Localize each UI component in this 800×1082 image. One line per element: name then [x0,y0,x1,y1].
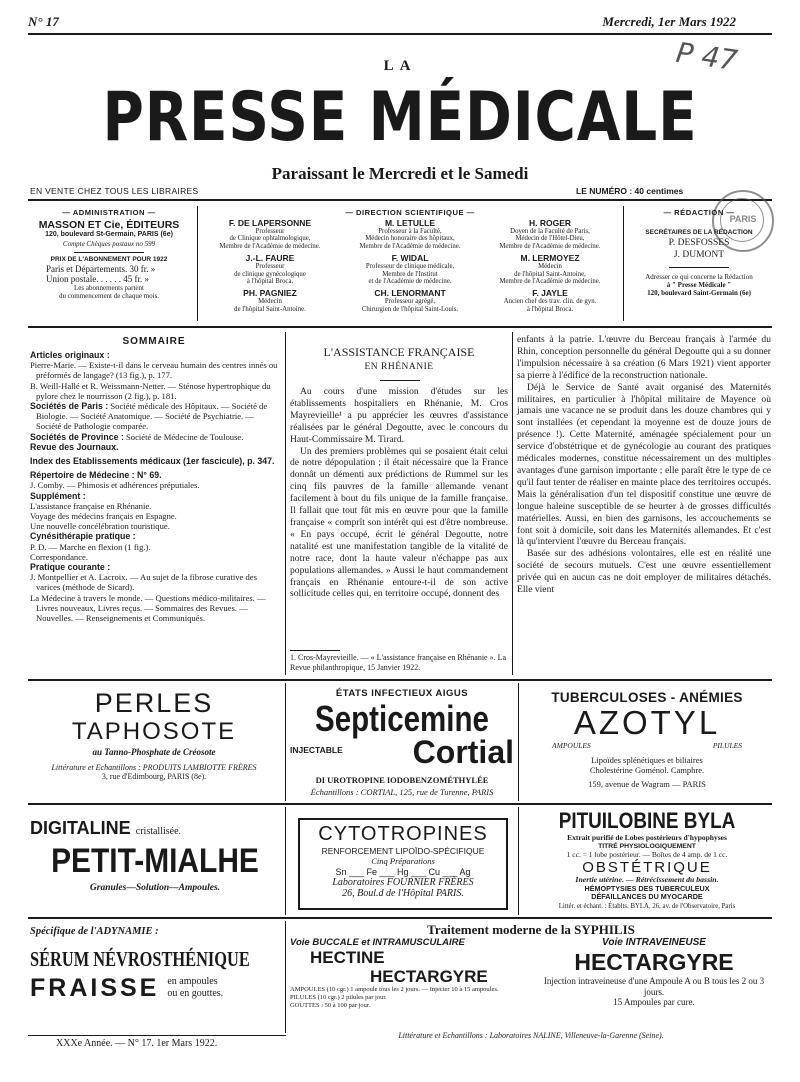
ad-septicemine-line5: DI UROTROPINE IODOBENZOMÉTHYLÉE [315,775,489,785]
director-entry [200,253,340,285]
article-subtitle: EN RHÉNANIE [364,362,434,372]
ad-hectine-line9: HECTARGYRE [574,949,734,975]
ad-perles-line3: au Tanno-Phosphate de Créosote [92,747,216,757]
redaction-note-3: 120, boulevard Saint-Germain (6e) [647,288,751,297]
sommaire-entry: Supplément : [30,490,86,501]
article-paragraph: enfants à la patrie. L'œuvre du Berceau français à l'armée du Rhin, conception personnelle du général Degoutte qui a su donner l'impulsion nécessaire à sa création (6 Mars 1921) vient apporter sa pierre à l'édifice de la reconstruction nationale. [517,334,771,381]
sommaire-entry: J. Montpellier et A. Lacroix. — Au sujet de la fibrose curative des varices (méthode de Sicard). [30,572,257,593]
issue-date: Mercredi, 1er Mars 1922 [602,14,736,29]
redaction-role: SECRÉTAIRES DE LA RÉDACTION [645,229,753,236]
sommaire-entry: Une nouvelle concélébration touristique. [30,521,170,532]
ad-digitaline-line1: DIGITALINE [30,818,131,838]
ad-digitaline-line1b: cristallisée. [135,826,182,837]
sommaire-entry: Voyage des médecins français en Espagne. [30,511,177,522]
journal-subtitle: Paraissant le Mercredi et le Samedi [271,164,529,183]
director-entry [340,288,480,313]
ad-hectine-line3: HECTINE [310,948,385,967]
administration-block [28,208,190,300]
ad-hectine-line1: Traitement moderne de la SYPHILIS [427,922,635,937]
ad-digitaline-line3: Granules—Solution—Ampoules. [89,883,221,893]
sommaire-entry [30,432,280,442]
ad-pituilobine [522,808,772,911]
ad-cytotropines-line6: 26, Boul.d de l'Hôpital PARIS. [342,888,464,899]
sommaire-entry: J. Comby. — Phimosis et adhérences préputiales. [30,480,200,491]
sommaire-entry: Cynésithérapie pratique : [30,531,136,542]
ad-pituilobine-line1: PITUILOBINE BYLA [558,808,736,833]
redaction-note-2: à " Presse Médicale " [666,280,732,289]
director-description: Professeur de Clinique ophtalmologique, Membre de l'Académie de médecine. [219,228,321,250]
handwritten-note: P 47 [674,35,740,78]
ad-azotyl-line2: AZOTYL [573,704,721,741]
ad-hectine-line6: PILULES (10 cgr.) 2 pilules par jour. [290,994,387,1001]
ad-fraisse [30,926,280,1003]
director-name: F. JAYLE [532,288,568,299]
director-name: M. LERMOYEZ [520,253,580,264]
redaction-block [626,208,772,297]
article-paragraph: Un des premiers problèmes qui se posaient était celui de notre dépopulation ; il était nécessaire que la France donnât un démenti aux prédictions de Rummel sur les cinq fils pauvres de la famille allemande venant facilement à bout du fils unique de la famille française. Il fallait que tout fût mis en œuvre pour que la famille française « comprît son intérêt qui est d'être nombreuse. « En pays occupé, écrit le général Degoutte, notre natalité est une manifestation tangible de la vitalité de notre race, dont la haute valeur n'échappe pas aux populations allemandes. » Aussi le haut commandement français en Rhénanie entoure-t-il de son active sollicitude celles qui, en territoire occupé, donnent des [290,445,508,600]
title-la: LA [383,58,417,74]
director-entry [200,288,340,313]
director-entry [480,253,620,285]
ad-hectine-line5: AMPOULES (10 cgr.) 1 ampoule tous les 2 jours. — Injecter 10 à 15 ampoules. [290,986,499,993]
publisher-name: MASSON ET Cie, ÉDITEURS [38,219,180,231]
sommaire-text: Société médicale des Hôpitaux. — Société de Biologie. — Société Anatomique. — Société de Psychiatrie. — Société de Pathologie comparée. [36,401,268,432]
ad-fraisse-line4: en ampoules [167,976,218,987]
director-entry [340,218,480,250]
sommaire-entry: B. Weill-Hallé et R. Weissmann-Netter. — Sténose hypertrophique du pylore chez le nourrisson (2 fig.), p. 181. [30,380,271,401]
ad-septicemine-line6: Échantillons : CORTIAL, 125, rue de Turenne, PARIS [310,787,494,797]
article-paragraph: Basée sur des adhésions volontaires, elle est en réalité une société de secours mutuels. C'est une œuvre essentiellement privée qui en aucun cas ne doit employer de militaires détachés. Elle vient [517,548,771,596]
ad-azotyl-pilules: PILULES [712,741,742,750]
ad-perles-line1: PERLES [94,688,214,718]
ad-hectine-line2: Voie BUCCALE et INTRAMUSCULAIRE [290,937,465,948]
sommaire-entry: Correspondance. [30,551,88,562]
director-entry [480,288,620,313]
issue-price: LE NUMÉRO : 40 centimes [576,186,684,196]
director-description: Médecin de l'hôpital Saint-Antoine. [234,298,306,313]
ad-perles-line4: Littérature et Echantillons : PRODUITS LAMBIOTTE FRÈRES [51,763,257,772]
director-name: J.-L. FAURE [245,253,295,264]
secretary-1: P. DESFOSSES [668,237,730,248]
ad-perles-taphosote [28,688,280,781]
ad-septicemine-line2: Septicemine [315,698,489,739]
ad-hectine-line8: Voie INTRAVEINEUSE [602,937,706,948]
ad-cytotropines-line4: Sn ___ Fe ___ Hg ___ Cu ___ Ag [335,867,471,877]
direction-members [200,218,620,313]
ad-hectine-line7: GOUTTES : 50 à 100 par jour. [290,1002,371,1009]
ad-cytotropines-line3: Cinq Préparations [371,856,435,866]
sommaire-entry: Pratique courante : [30,562,111,573]
direction-heading: — DIRECTION SCIENTIFIQUE — [345,208,475,217]
director-description: Professeur agrégé, Chirurgien de l'hôpital Saint-Louis. [361,298,459,313]
ad-hectine-line10: Injection intraveineuse d'une Ampoule A ou B tous les 2 ou 3 jours. [543,976,765,997]
ad-hectine-line12: Littérature et Echantillons : Laboratoires NALINE, Villeneuve-la-Garenne (Seine). [398,1031,664,1040]
sommaire-entry: L'assistance française en Rhénanie. [30,500,152,511]
director-entry [480,218,620,250]
ad-hectine-line4: HECTARGYRE [370,967,488,986]
ad-septicemine-line3: INJECTABLE [290,745,343,755]
publisher-address: 120, boulevard St-Germain, PARIS (6e) [45,231,173,238]
director-description: Ancien chef des trav. clin. de gyn. à l'hôpital Broca. [503,298,597,313]
sommaire-list [30,350,280,623]
ad-hectine-line11: 15 Ampoules par cure. [613,997,695,1007]
article-title: L'ASSISTANCE FRANÇAISE [323,345,475,359]
ad-pituilobine-line8: DÉFAILLANCES DU MYOCARDE [591,892,703,901]
director-entry [200,218,340,250]
director-name: CH. LENORMANT [374,288,446,299]
article-paragraph: Au cours d'une mission d'études sur les établissements hospitaliers en Rhénanie, M. Cros Mayrevieille¹ a pu apprécier les œuvres d'assistance réalisées par le général Degoutte, avec le concours du Haut-Commissaire M. Tirard. [290,386,508,445]
director-description: Professeur de clinique gynécologique à l'hôpital Broca. [234,263,306,286]
ad-pituilobine-line2: Extrait purifié de Lobes postérieurs d'hypophyses [567,833,727,842]
director-name: H. ROGER [528,218,572,228]
sommaire-heading: Sociétés de Paris : [30,401,109,412]
secretary-2: J. DUMONT [673,249,725,260]
ad-perles-line2: TAPHOSOTE [71,718,237,745]
ad-septicemine-line1: ÉTATS INFECTIEUX AIGUS [335,688,469,699]
price-union: Union postale. . . . . . 45 fr. » [46,273,149,284]
sommaire-entry: Pierre-Marie. — Existe-t-il dans le cerveau humain des centres innés ou préformés de langage? (13 fig.), p. 177. [30,360,278,381]
director-description: Médecin de l'hôpital Saint-Antoine, Membre de l'Académie de médecine. [499,263,601,286]
ad-cytotropines-line5: Laboratoires FOURNIER FRÈRES [332,877,474,888]
ad-cytotropines-line1: CYTOTROPINES [318,823,488,845]
director-name: M. LETULLE [384,218,436,228]
ad-pituilobine-line6: Inertie utérine. — Rétrécissement du bassin. [575,875,719,884]
ad-azotyl-line4: Lipoïdes splénétiques et biliaires [591,755,703,765]
sommaire-entry: Répertoire de Médecine : N° 69. [30,470,162,481]
sommaire-text: Société de Médecine de Toulouse. [123,431,244,442]
sommaire-entry: Index des Etablissements médicaux (1er fascicule), p. 347. [30,456,275,467]
redaction-note-1: Adresser ce qui concerne la Rédaction [645,272,753,281]
director-name: PH. PAGNIEZ [243,288,297,299]
ad-fraisse-line2: SÉRUM NÉVROSTHÉNIQUE [30,947,250,971]
ad-fraisse-line5: ou en gouttes. [167,988,224,999]
ad-perles-line5: 3, rue d'Edimbourg, PARIS (8e). [101,772,207,781]
article-footnote: 1. Cros-Mayrevieille. — « L'assistance française en Rhénanie ». La Revue philanthropique, 15 Janvier 1922. [290,653,507,672]
ad-pituilobine-line7: HÉMOPTYSIES DES TUBERCULEUX [584,883,710,893]
article-column-1 [290,386,508,600]
ad-pituilobine-line5: OBSTÉTRIQUE [582,859,712,876]
director-description: Professeur de clinique médicale, Membre de l'Institut et de l'Académie de médecine. [365,263,455,286]
sommaire-entry: Revue des Journaux. [30,441,119,452]
ad-septicemine [290,688,514,797]
ad-azotyl-ampoules: AMPOULES [552,741,591,750]
director-description: Professeur à la Faculté, Médecin honoraire des hôpitaux, Membre de l'Académie de médecine. [359,228,461,250]
journal-title: PRESSE MÉDICALE [102,78,698,157]
page-footer: XXXe Année. — N° 17. 1er Mars 1922. [56,1038,218,1049]
sale-notice: EN VENTE CHEZ TOUS LES LIBRAIRES [30,186,199,196]
sommaire-title: SOMMAIRE [122,336,186,347]
sommaire-entry: Articles originaux : [30,350,110,360]
issue-number: N° 17 [28,14,59,29]
article-paragraph: Déjà le Service de Santé avait organisé des Maternités militaires, en particulier à l'hôpital militaire de Mayence où jamais une vacance ne se produit dans les douze chambres qui y sont installées (et cependant la moyenne est de douze jours de présence !). Cette Maternité, aménagée spécialement pour un service d'obstétrique et de gynécologie au courant des pratiques médicales modernes, constitue nécessairement un des multiples avantages d'une garnison importante ; elle paraît être le type de ce qu'il faut tenter de réaliser en mainte place des territoires occupés. Mais la généralisation d'un tel dispositif constitue une œuvre de longue haleine susceptible de se heurter à de grosses difficultés matérielles. Aussi, en bien des garnisons, les accouchements se font soit à domicile, soit dans les Maternités allemandes. Et c'est là qu'intervient l'œuvre du Berceau français. [517,381,771,548]
sommaire-entry [30,401,280,432]
ad-digitaline [30,818,280,893]
director-name: F. DE LAPERSONNE [228,218,312,228]
ad-cytotropines [298,818,508,910]
sommaire-entry: P. D. — Marche en flexion (1 fig.). [30,541,151,552]
ad-azotyl-line5: Cholestérine Goménol. Camphre. [589,765,705,775]
redaction-heading: — RÉDACTION — [663,208,735,217]
ad-fraisse-line1: Spécifique de l'ADYNAMIE : [30,926,159,937]
price-paris: Paris et Départements. 30 fr. » [46,263,156,274]
director-entry [340,253,480,285]
director-name: F. WIDAL [391,253,429,264]
subscription-heading: PRIX DE L'ABONNEMENT POUR 1922 [50,256,168,263]
ad-pituilobine-line9: Littér. et échant. : Établts. BYLA, 26, av. de l'Observatoire, Paris [558,902,736,910]
ad-azotyl-line6: 159, avenue de Wagram — PARIS [588,779,706,789]
library-stamp: PARIS [712,190,774,252]
ad-azotyl-line1: TUBERCULOSES - ANÉMIES [551,690,743,705]
subscription-note-2: du commencement de chaque mois. [58,291,160,300]
sommaire-entry: La Médecine à travers le monde. — Questions médico-militaires. — Livres nouveaux, Livres reçus. — Sommaires des Revues. — Nouvelles. — Renseignements et Communiqués. [30,592,266,624]
ad-azotyl [522,690,772,789]
ad-fraisse-line3: FRAISSE [30,974,160,1002]
ad-digitaline-line2: PETIT-MIALHE [51,842,259,880]
subscription-note-1: Les abonnements partent [74,283,144,292]
administration-heading: — ADMINISTRATION — [62,208,156,217]
ad-cytotropines-line2: RENFORCEMENT LIPOÏDO-SPÉCIFIQUE [321,846,485,856]
ad-septicemine-line4: Cortial [412,734,514,770]
article-column-2 [517,334,771,596]
ad-pituilobine-line4: 1 cc. = 1 lobe postérieur. — Boîtes de 4 amp. de 1 cc. [566,849,728,859]
ad-hectine [290,922,772,1040]
cheques-account: Compte Chèques postaux no 599 [62,240,156,248]
director-description: Doyen de la Faculté de Paris, Médecin de l'Hôtel-Dieu, Membre de l'Académie de médecine. [499,228,601,250]
ad-pituilobine-line3: TITRÉ PHYSIOLOGIQUEMENT [598,842,696,850]
sommaire-heading: Sociétés de Province : [30,431,124,442]
